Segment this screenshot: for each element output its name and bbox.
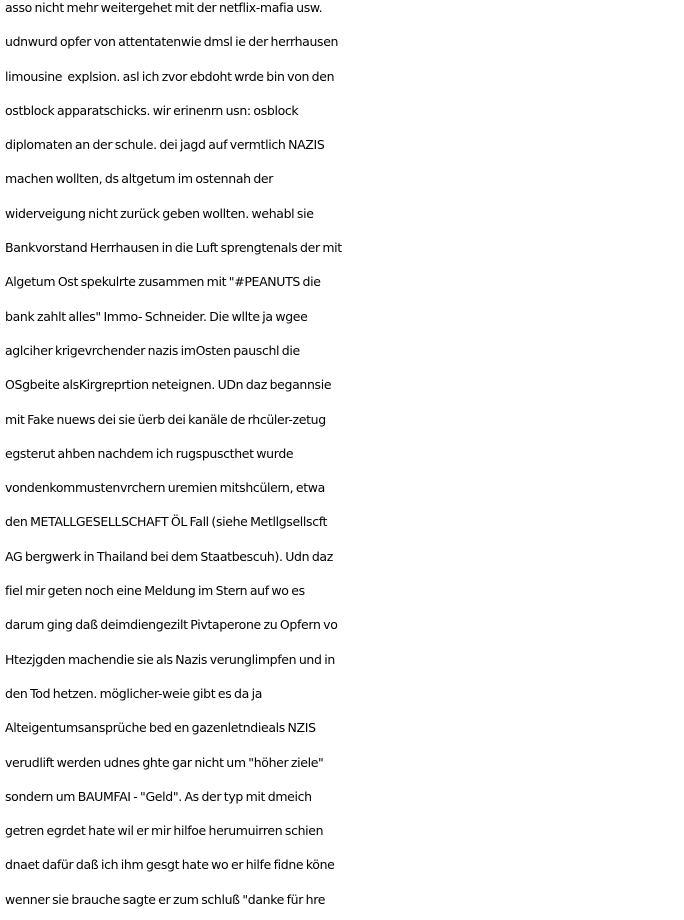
text-line-20: Htezjgden machendie sie als Nazis verunglimpfen und in [5,651,335,667]
text-line-13: mit Fake nuews dei sie üerb dei kanäle de rhcüler-zetug [5,411,326,427]
text-line-11: aglciher krigevrchender nazis imOsten pauschl die [5,342,300,358]
text-line-25: getren egrdet hate wil er mir hilfoe herumuirren schien [5,823,324,839]
text-line-14: egsterut ahben nachdem ich rugspuscthet wurde [5,445,294,461]
text-line-15: vondenkommustenvrchern uremien mitshcülern, etwa [5,480,325,496]
text-line-8: Bankvorstand Herrhausen in die Luft sprengtenals der mit [5,240,342,256]
text-line-26: dnaet dafür daß ich ihm gesgt hate wo er hilfe fidne köne [5,857,335,873]
document-text [5,0,684,917]
text-line-24: sondern um BAUMFAI - "Geld". As der typ mit dmeich [5,788,312,804]
text-line-16: den METALLGESELLSCHAFT ÖL Fall (siehe Metllgsellscft [5,514,328,530]
text-line-21: den Tod hetzen. möglicher-weie gibt es da ja [5,685,263,701]
text-line-19: darum ging daß deimdiengezilt Pivtaperone zu Opfern vo [5,617,338,633]
text-line-22: Alteigentumsansprüche bed en gazenletndieals NZIS [5,720,316,736]
text-line-6: machen wollten, ds altgetum im ostennah der [5,171,274,187]
text-line-5: diplomaten an der schule. dei jagd auf vermtlich NAZIS [5,137,325,153]
text-line-9: Algetum Ost spekulrte zusammen mit "#PEANUTS die [5,274,321,290]
text-line-4: ostblock apparatschicks. wir erinenrn usn: osblock [5,102,299,118]
text-line-1: asso nicht mehr weitergehet mit der netflix-mafia usw. [5,0,323,15]
text-line-12: OSgbeite alsKirgreprtion neteignen. UDn daz begannsie [5,377,332,393]
text-line-7: widerveigung nicht zurück geben wollten. wehabl sie [5,205,314,221]
text-line-3: limousine explsion. asl ich zvor ebdoht wrde bin von den [5,68,335,84]
text-line-23: verudlift werden udnes ghte gar nicht um "höher ziele" [5,754,324,770]
text-line-17: AG bergwerk in Thailand bei dem Staatbescuh). Udn daz [5,548,333,564]
text-line-18: fiel mir geten noch eine Meldung im Stern auf wo es [5,583,305,599]
text-line-27: wenner sie brauche sagte er zum schluß "danke für hre [5,891,326,907]
text-line-2: udnwurd opfer von attentatenwie dmsl ie der herrhausen [5,34,339,50]
text-line-10: bank zahlt alles" Immo- Schneider. Die wllte ja wgee [5,308,308,324]
